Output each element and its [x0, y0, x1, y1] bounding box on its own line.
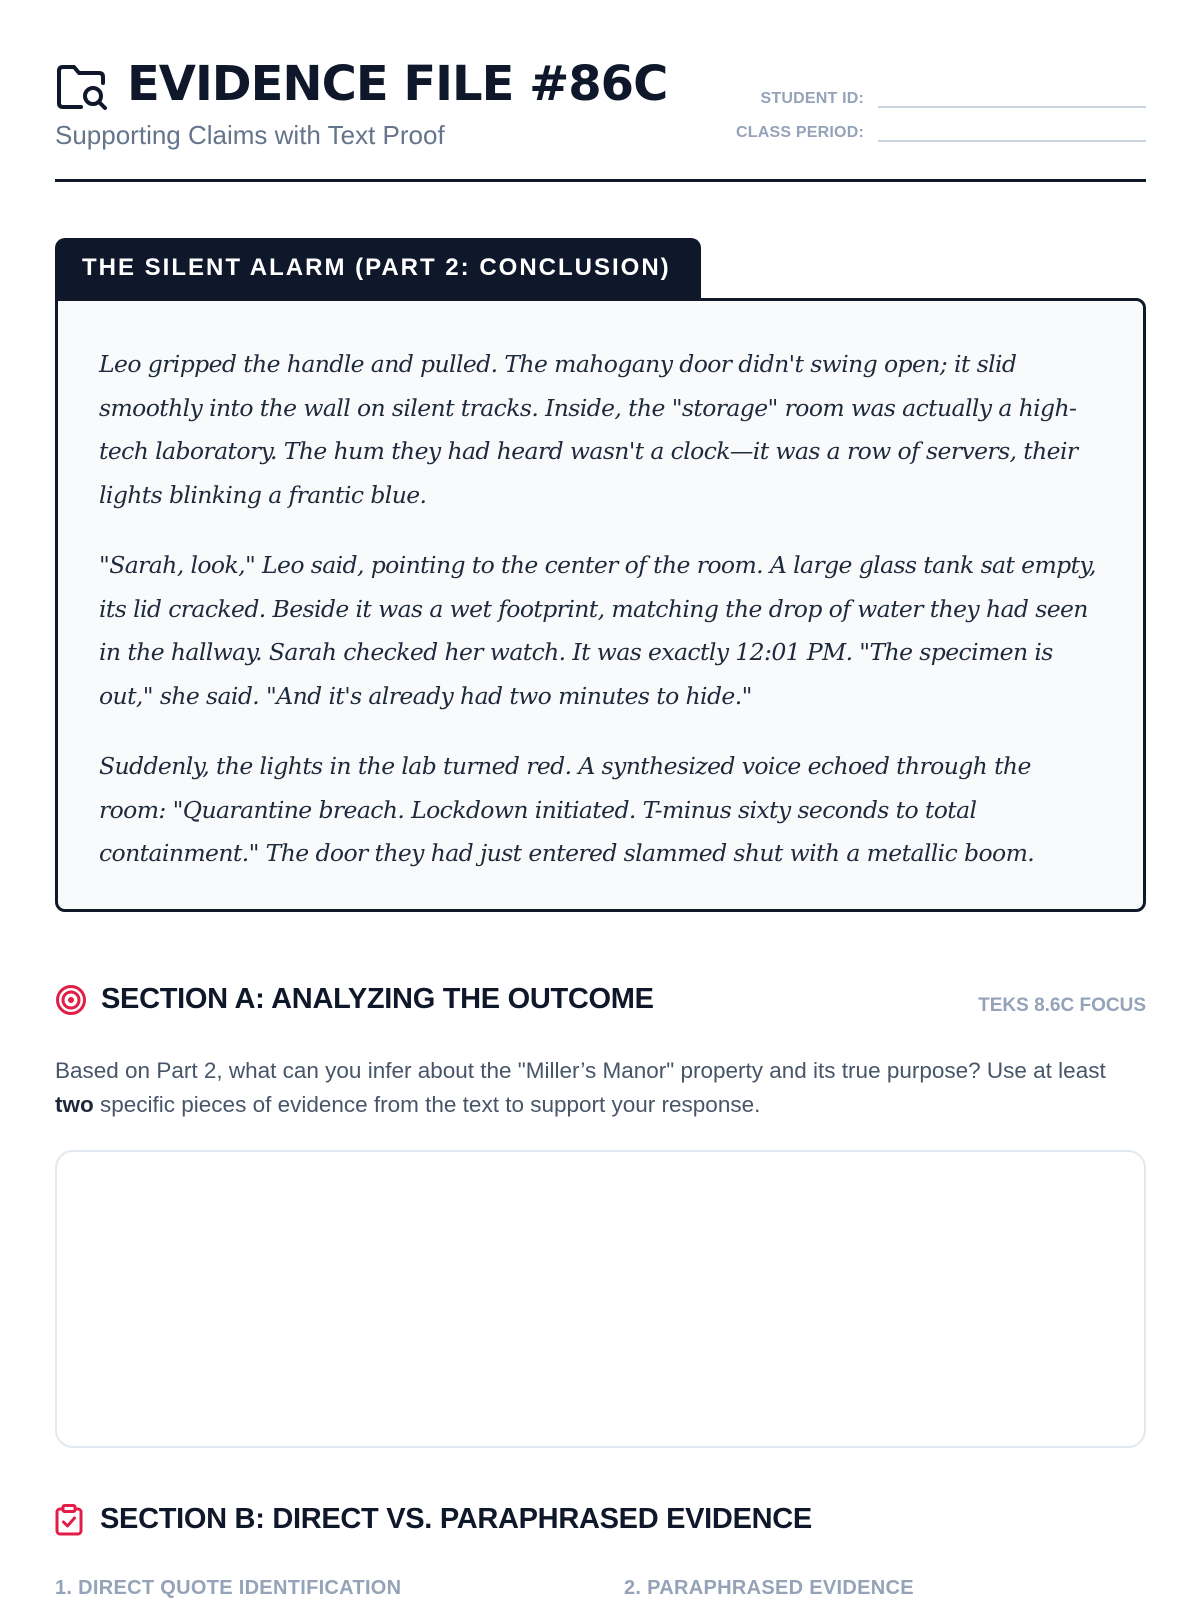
class-period-field-row	[726, 108, 1146, 142]
page-subtitle: Supporting Claims with Text Proof	[55, 120, 445, 150]
student-id-field-row	[726, 74, 1146, 108]
story-paragraph: Leo gripped the handle and pulled. The mahogany door didn't swing open; it slid smoothly into the wall on silent tracks. Inside, the "storage" room was actually a high-tech laboratory. The hum they had heard wasn't a clock—it was a row of servers, their lights blinking a frantic blue.	[99, 350, 1078, 509]
prompt-emphasis: two	[55, 1092, 94, 1117]
section-a-header	[55, 983, 1146, 1016]
student-id-label: STUDENT ID:	[760, 90, 864, 107]
direct-quote-label: 1. DIRECT QUOTE IDENTIFICATION	[55, 1577, 402, 1599]
story-paragraph: Suddenly, the lights in the lab turned red. A synthesized voice echoed through the room: "Quarantine breach. Lockdown initiated. T-minus sixty seconds to total containment." The door they had just entered slammed shut with a metallic boom.	[99, 752, 1035, 867]
section-b-column-labels	[55, 1577, 1146, 1600]
prompt-text: specific pieces of evidence from the text to support your response.	[93, 1092, 761, 1117]
prompt-text: Based on Part 2, what can you infer about the "Miller’s Manor" property and its true purpose? Use at least	[55, 1058, 1106, 1083]
class-period-line[interactable]	[878, 118, 1146, 142]
story-passage	[55, 298, 1146, 912]
class-period-label: CLASS PERIOD:	[736, 124, 864, 141]
page-title: EVIDENCE FILE #86C	[127, 56, 668, 112]
section-a-prompt	[55, 1054, 1146, 1122]
student-info-fields	[726, 74, 1146, 142]
section-a-title: SECTION A: ANALYZING THE OUTCOME	[101, 983, 654, 1015]
story-paragraph: "Sarah, look," Leo said, pointing to the center of the room. A large glass tank sat empty, its lid cracked. Beside it was a wet footprint, matching the drop of water they had seen in the hallway. Sarah checked her watch. It was exactly 12:01 PM. "The specimen is out," she said. "And it's already had two minutes to hide."	[99, 551, 1096, 710]
target-icon	[55, 984, 87, 1016]
story-title-tab: THE SILENT ALARM (PART 2: CONCLUSION)	[55, 238, 701, 302]
folder-search-icon	[55, 61, 109, 111]
student-id-line[interactable]	[878, 84, 1146, 108]
section-b-header	[55, 1503, 812, 1536]
standard-badge: TEKS 8.6C FOCUS	[978, 995, 1146, 1016]
section-a-answer-box[interactable]	[55, 1150, 1146, 1448]
section-b-title: SECTION B: DIRECT VS. PARAPHRASED EVIDENCE	[100, 1503, 812, 1535]
paraphrased-evidence-label: 2. PARAPHRASED EVIDENCE	[624, 1577, 914, 1599]
clipboard-check-icon	[55, 1504, 83, 1536]
worksheet-header	[55, 52, 1146, 182]
